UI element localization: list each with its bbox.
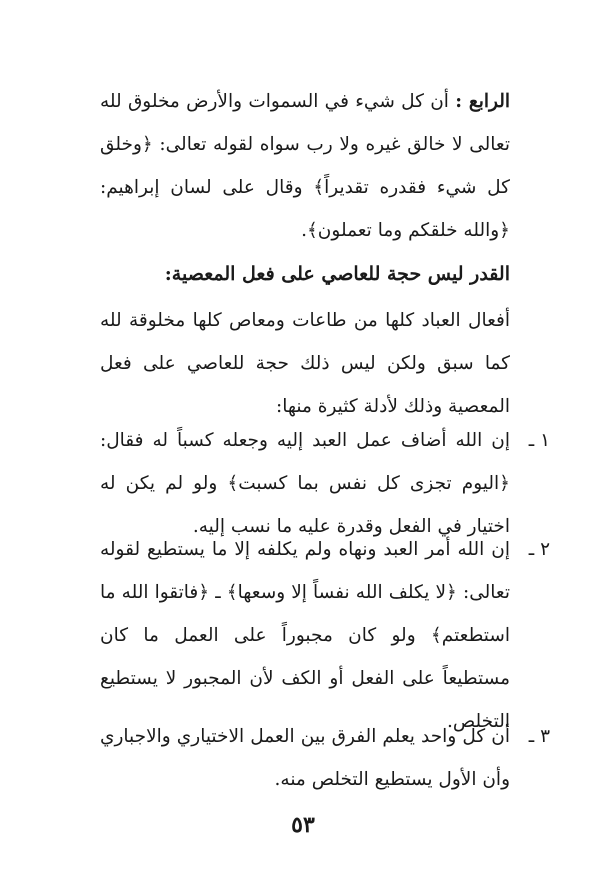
list-item-number: ١ ـ: [528, 430, 550, 451]
page-number: ٥٣: [291, 812, 315, 838]
list-item-text: إن الله أمر العبد ونهاه ولم يكلفه إلا ما يستطيع لقوله تعالى: ﴿لا يكلف الله نفساً إلا وسعها﴾ ـ ﴿فاتقوا الله ما استطعتم﴾ ولو كان مجبوراً على العمل ما كان مستطيعاً على الفعل أو الكف لأن المجبور لا يستطيع التخلص.: [100, 539, 510, 732]
list-item-number: ٣ ـ: [528, 726, 550, 747]
list-item-text: أن كل واحد يعلم الفرق بين العمل الاختياري والاجباري وأن الأول يستطيع التخلص منه.: [100, 726, 510, 790]
paragraph-fourth-point: [100, 80, 510, 252]
list-item: [100, 528, 550, 743]
list-item-number: ٢ ـ: [528, 539, 550, 560]
list-item-text: إن الله أضاف عمل العبد إليه وجعله كسباً له فقال: ﴿اليوم تجزى كل نفس بما كسبت﴾ ولو لم يكن له اختيار في الفعل وقدرة عليه ما نسب إليه.: [100, 430, 510, 537]
list-item: [100, 715, 550, 801]
paragraph-label: الرابع :: [455, 91, 511, 112]
paragraph-intro: أفعال العباد كلها من طاعات ومعاص كلها مخلوقة لله كما سبق ولكن ليس ذلك حجة للعاصي على فعل المعصية وذلك لأدلة كثيرة منها:: [100, 310, 510, 417]
paragraph-text: أن كل شيء في السموات والأرض مخلوق لله تعالى لا خالق غيره ولا رب سواه لقوله تعالى: ﴿وخلق كل شيء فقدره تقديراً﴾ وقال على لسان إبراهيم: ﴿والله خلقكم وما تعملون﴾.: [100, 91, 510, 241]
section-heading: القدر ليس حجة للعاصي على فعل المعصية:: [164, 263, 510, 285]
